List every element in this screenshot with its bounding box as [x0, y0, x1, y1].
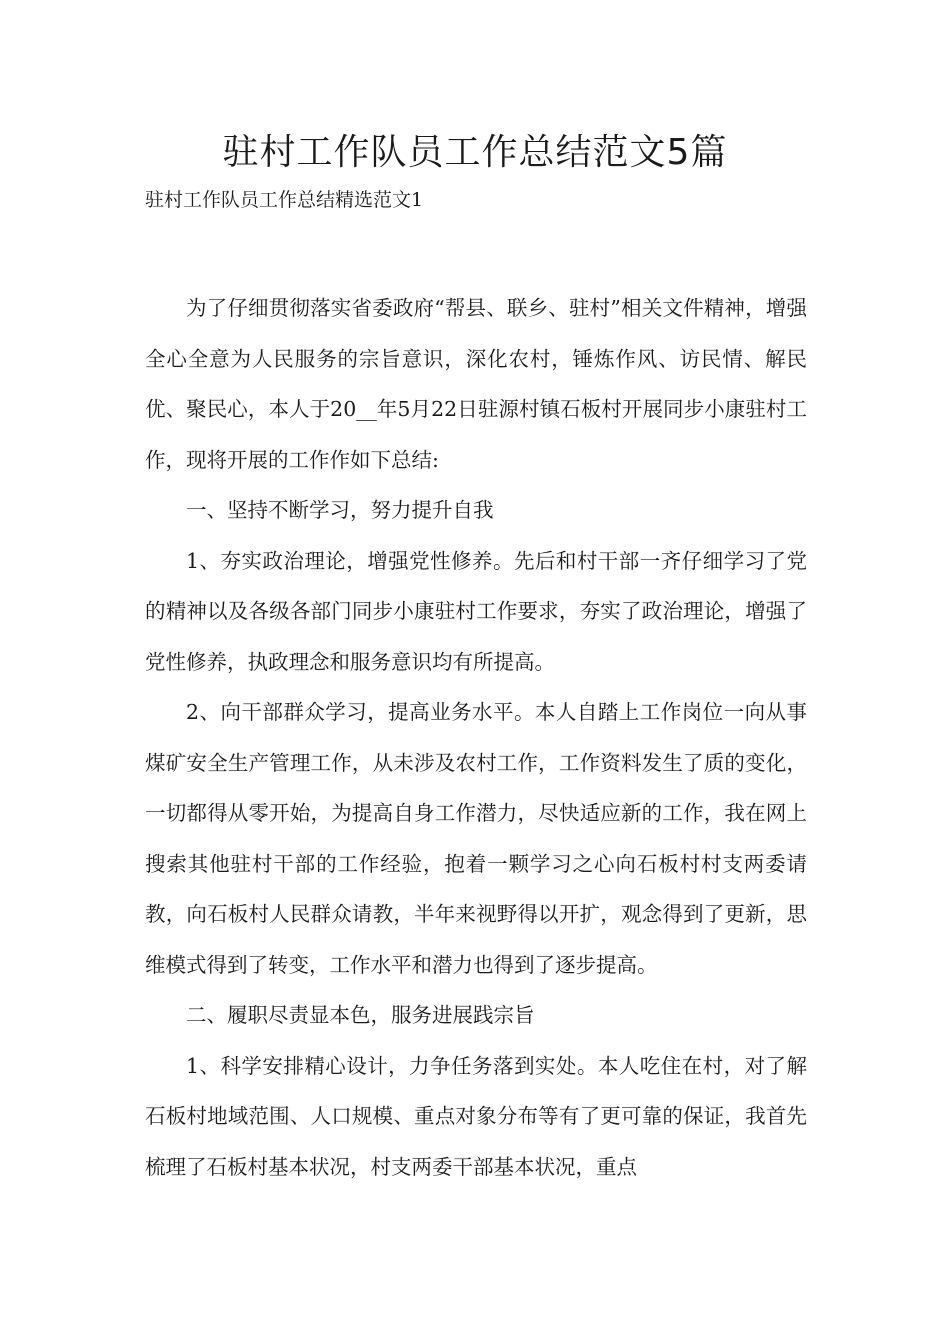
paragraph-1-2: 2、向干部群众学习，提高业务水平。本人自踏上工作岗位一向从事煤矿安全生产管理工作，从未涉及农村工作，工作资料发生了质的变化，一切都得从零开始，为提高自身工作潜力，尽快适应新的工作，我在网上搜索其他驻村干部的工作经验，抱着一颗学习之心向石板村村支两委请教，向石板村人民群众请教，半年来视野得以开扩，观念得到了更新，思维模式得到了转变，工作水平和潜力也得到了逐步提高。	[145, 700, 807, 977]
section-heading-2: 二、履职尽责显本色，服务进展践宗旨	[186, 1003, 535, 1027]
paragraph-2-1: 1、科学安排精心设计，力争任务落到实处。本人吃住在村，对了解石板村地域范围、人口规模、重点对象分布等有了更可靠的保证，我首先梳理了石板村基本状况，村支两委干部基本状况，重点	[145, 1053, 807, 1179]
section-heading-1: 一、坚持不断学习，努力提升自我	[186, 498, 494, 522]
document-body	[145, 283, 807, 1192]
paragraph-1-1: 1、夯实政治理论，增强党性修养。先后和村干部一齐仔细学习了党的精神以及各级各部门同步小康驻村工作要求，夯实了政治理论，增强了党性修养，执政理念和服务意识均有所提高。	[145, 548, 807, 674]
paragraph-intro: 为了仔细贯彻落实省委政府“帮县、联乡、驻村”相关文件精神，增强全心全意为人民服务的宗旨意识，深化农村，锤炼作风、访民情、解民优、聚民心，本人于20__年5月22日驻源村镇石板村开展同步小康驻村工作，现将开展的工作作如下总结:	[145, 296, 807, 472]
document-title: 驻村工作队员工作总结范文5篇	[222, 132, 728, 173]
document-subtitle: 驻村工作队员工作总结精选范文1	[145, 189, 424, 211]
